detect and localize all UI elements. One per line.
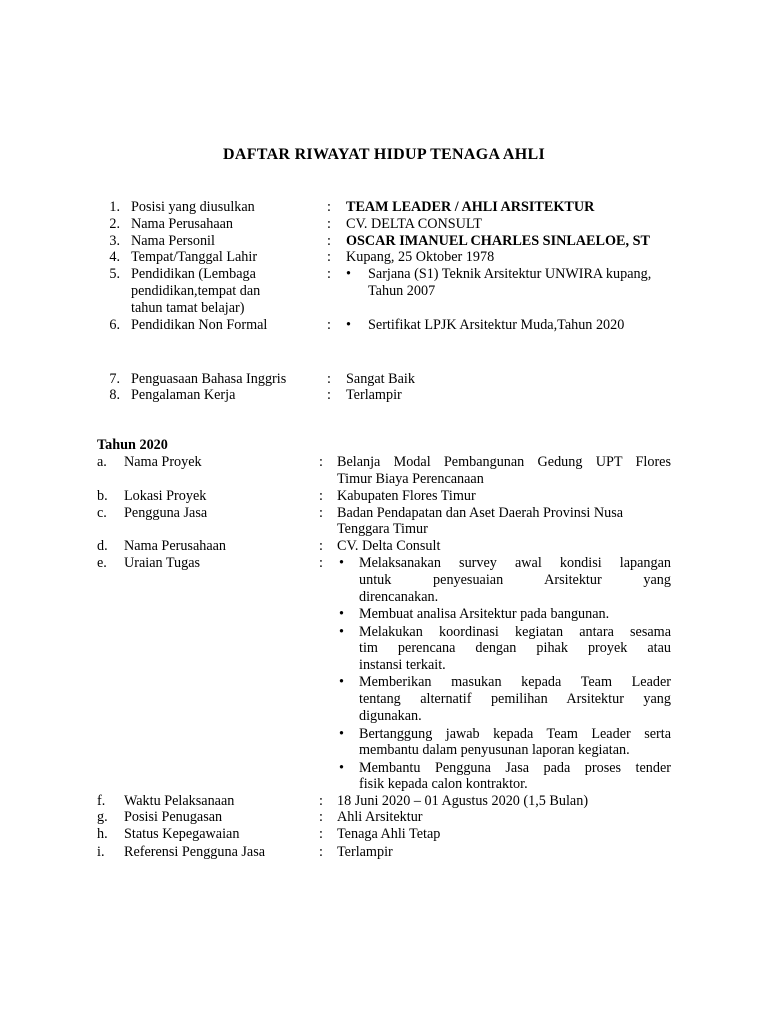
field-value: Terlampir [346,387,402,403]
colon: : [327,249,331,265]
colon: : [319,488,323,504]
duty-line: Membuat analisa Arsitektur pada bangunan. [359,606,610,622]
colon: : [319,844,323,860]
bullet: • [339,555,344,571]
colon: : [327,216,331,232]
field-value: Terlampir [337,844,393,860]
bullet: • [339,606,344,622]
field-label: Pendidikan Non Formal [131,317,268,333]
item-letter: e. [97,555,107,571]
field-label: Nama Proyek [124,454,202,470]
item-number: 1. [109,199,120,215]
bullet: • [339,624,344,640]
item-number: 6. [109,317,120,333]
item-number: 3. [109,233,120,249]
item-letter: a. [97,454,107,470]
item-number: 5. [109,266,120,282]
item-letter: h. [97,826,108,842]
field-value: CV. Delta Consult [337,538,441,554]
field-value: Tahun 2007 [368,283,436,299]
colon: : [319,826,323,842]
field-value: OSCAR IMANUEL CHARLES SINLAELOE, ST [346,233,650,249]
duty-line: Bertanggung jawab kepada Team Leader serta [359,726,671,742]
field-label: Nama Perusahaan [131,216,234,232]
experience-year: Tahun 2020 [97,437,168,453]
bullet: • [346,266,351,282]
field-label: Status Kepegawaian [124,826,240,842]
field-label: Uraian Tugas [124,555,201,571]
field-value: Kupang, 25 Oktober 1978 [346,249,495,265]
item-letter: d. [97,538,108,554]
colon: : [319,505,323,521]
item-number: 7. [109,371,120,387]
document-title: DAFTAR RIWAYAT HIDUP TENAGA AHLI [223,146,545,163]
bullet: • [339,760,344,776]
duty-line: digunakan. [359,708,422,724]
field-value: Kabupaten Flores Timur [337,488,476,504]
duty-line: tim perencana dengan pihak proyek atau [359,640,671,656]
field-label: Pendidikan (Lembaga [131,266,256,282]
item-letter: f. [97,793,106,809]
field-value: Sangat Baik [346,371,415,387]
item-letter: g. [97,809,108,825]
duty-line: tentang alternatif pemilihan Arsitektur yang [359,691,671,707]
duty-line: direncanakan. [359,589,439,605]
field-value: TEAM LEADER / AHLI ARSITEKTUR [346,199,595,215]
field-value: Ahli Arsitektur [337,809,423,825]
field-value: Tenaga Ahli Tetap [337,826,441,842]
colon: : [319,454,323,470]
colon: : [319,538,323,554]
field-value: Badan Pendapatan dan Aset Daerah Provinsi Nusa [337,505,624,521]
field-value: Belanja Modal Pembangunan Gedung UPT Flores [337,454,671,470]
duty-line: Membantu Pengguna Jasa pada proses tender [359,760,671,776]
field-label: Posisi yang diusulkan [131,199,255,215]
field-label: tahun tamat belajar) [131,300,245,316]
colon: : [327,387,331,403]
duty-line: Melaksanakan survey awal kondisi lapangan [359,555,671,571]
duty-line: membantu dalam penyusunan laporan kegiatan. [359,742,630,758]
colon: : [327,317,331,333]
field-label: Posisi Penugasan [124,809,223,825]
duty-line: fisik kepada calon kontraktor. [359,776,528,792]
colon: : [327,233,331,249]
colon: : [327,371,331,387]
duty-line: Melakukan koordinasi kegiatan antara sesama [359,624,671,640]
bullet: • [346,317,351,333]
field-value: CV. DELTA CONSULT [346,216,482,232]
duty-line: instansi terkait. [359,657,446,673]
colon: : [327,199,331,215]
bullet: • [339,674,344,690]
colon: : [319,793,323,809]
item-number: 4. [109,249,120,265]
colon: : [327,266,331,282]
item-number: 2. [109,216,120,232]
field-label: Nama Personil [131,233,215,249]
item-number: 8. [109,387,120,403]
field-label: Penguasaan Bahasa Inggris [131,371,287,387]
field-value: Timur Biaya Perencanaan [337,471,484,487]
field-label: Waktu Pelaksanaan [124,793,235,809]
field-value: Sertifikat LPJK Arsitektur Muda,Tahun 2020 [368,317,625,333]
field-value: Sarjana (S1) Teknik Arsitektur UNWIRA kupang, [368,266,652,282]
field-label: Tempat/Tanggal Lahir [131,249,258,265]
duty-line: untuk penyesuaian Arsitektur yang [359,572,671,588]
duty-line: Memberikan masukan kepada Team Leader [359,674,671,690]
field-label: pendidikan,tempat dan [131,283,261,299]
field-label: Nama Perusahaan [124,538,227,554]
field-label: Pengalaman Kerja [131,387,236,403]
colon: : [319,555,323,571]
field-value: 18 Juni 2020 – 01 Agustus 2020 (1,5 Bulan) [337,793,589,809]
item-letter: c. [97,505,107,521]
item-letter: b. [97,488,108,504]
field-label: Lokasi Proyek [124,488,207,504]
item-letter: i. [97,844,105,860]
field-value: Tenggara Timur [337,521,428,537]
colon: : [319,809,323,825]
field-label: Referensi Pengguna Jasa [124,844,266,860]
field-label: Pengguna Jasa [124,505,208,521]
bullet: • [339,726,344,742]
